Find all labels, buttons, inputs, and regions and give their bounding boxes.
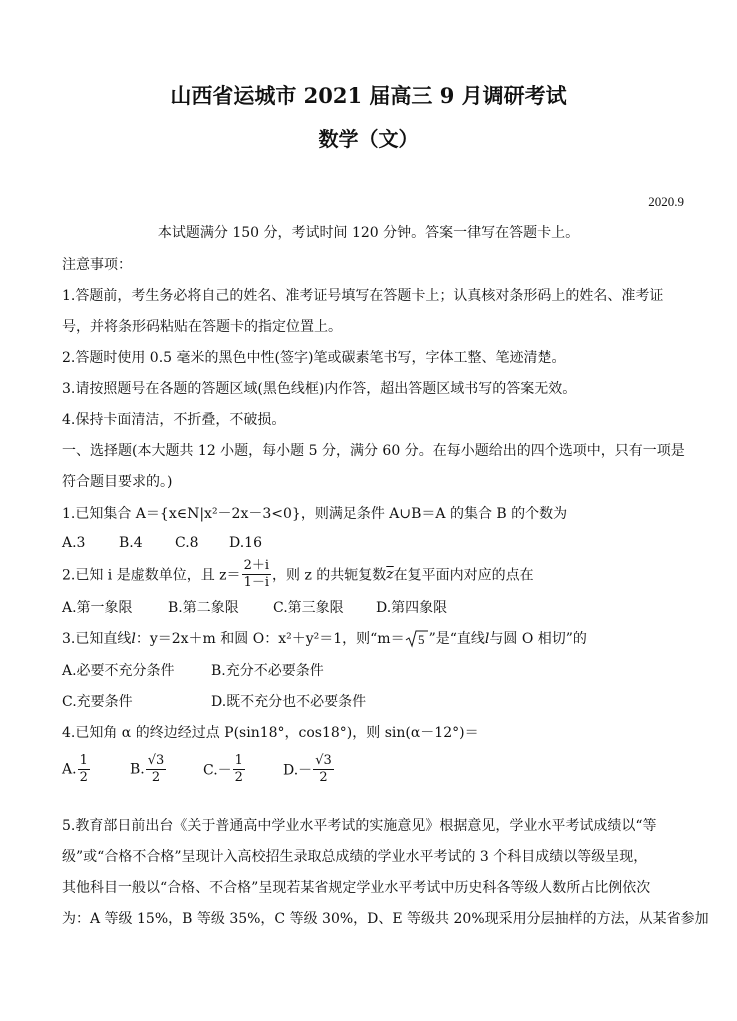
q5-line-2: 级”或“合格不合格”呈现计入高校招生录取总成绩的学业水平考试的 3 个科目成绩以等级呈现，: [62, 849, 648, 865]
q4-option-b-label: B.: [130, 761, 145, 778]
section-1-line-1: 一、选择题(本大题共 12 小题，每小题 5 分，满分 60 分。在每小题给出的四个选项中，只有一项是: [62, 443, 685, 459]
q4-option-a-frac: [78, 753, 90, 786]
q3-stem-a: 3.已知直线: [62, 631, 132, 647]
q3-stem-c: ”是“直线: [428, 631, 485, 647]
q4-option-b-num: √3: [147, 753, 165, 768]
q3-option-b: B.充分不必要条件: [211, 663, 324, 679]
q4-option-c-den: 2: [234, 770, 243, 785]
q2-option-d: D.第四象限: [376, 600, 448, 616]
sqrt-sign-icon: [405, 629, 429, 649]
q3-stem-d: 与圆 O 相切”的: [489, 631, 587, 647]
q1-stem: 1.已知集合 A＝{x∈N|x²－2x－3<0}，则满足条件 A∪B＝A 的集合 B 的个数为: [62, 506, 568, 522]
q3-option-d: D.既不充分也不必要条件: [211, 694, 367, 710]
q2-stem: [62, 558, 682, 598]
q1-option-b: B.4: [119, 535, 143, 551]
note-2: 2.答题时使用 0.5 毫米的黑色中性(签字)笔或碳素笔书写，字体工整、笔迹清楚。: [62, 350, 566, 366]
q3-line-l: l: [131, 631, 136, 647]
q3-stem: [62, 628, 682, 649]
q4-option-d-frac: [313, 753, 334, 786]
q4-option-a-label: A.: [62, 761, 77, 778]
q4-option-c-label: C.－: [203, 762, 232, 779]
q3-sqrt-arg: 5: [417, 632, 425, 647]
exam-title: 山西省运城市 2021 届高三 9 月调研考试: [170, 83, 567, 108]
q3-option-c: C.充要条件: [62, 694, 133, 710]
note-1-line-1: 1.答题前，考生务必将自己的姓名、准考证号填写在答题卡上；认真核对条形码上的姓名、准考证: [62, 288, 664, 304]
q4-option-a-num: 1: [79, 753, 88, 768]
q2-stem-b: ，则 z 的共轭复数: [272, 567, 387, 584]
q5-line-1: 5.教育部日前出台《关于普通高中学业水平考试的实施意见》根据意见，学业水平考试成绩以“等: [62, 818, 657, 834]
q4-option-c-num: 1: [234, 753, 243, 768]
q3-option-a: A.必要不充分条件: [62, 663, 175, 679]
q4-stem: 4.已知角 α 的终边经过点 P(sin18°，cos18°)，则 sin(α－12°)＝: [62, 725, 479, 741]
q2-option-b: B.第二象限: [168, 600, 239, 616]
q5-line-4: 为：A 等级 15%，B 等级 35%，C 等级 30%，D、E 等级共 20%现采用分层抽样的方法，从某省参加: [62, 911, 709, 927]
notes-heading: 注意事项：: [62, 257, 132, 273]
q4-option-b: [130, 753, 167, 786]
note-4: 4.保持卡面清洁，不折叠，不破损。: [62, 412, 286, 428]
exam-subtitle: 数学（文）: [318, 127, 419, 151]
q2-fraction-num: 2＋i: [243, 558, 269, 573]
q4-option-b-frac: [146, 753, 167, 786]
section-1-line-2: 符合题目要求的。): [62, 474, 173, 490]
q4-option-d-label: D.－: [283, 762, 313, 779]
q5-line-3: 其他科目一般以“合格、不合格”呈现若某省规定学业水平考试中历史科各等级人数所占比例依次: [62, 880, 651, 896]
q4-option-b-den: 2: [151, 770, 161, 785]
q2-option-c: C.第三象限: [273, 600, 344, 616]
q2-option-a: A.第一象限: [62, 600, 133, 616]
note-1-line-2: 号，并将条形码粘贴在答题卡的指定位置上。: [62, 319, 342, 335]
q2-stem-a: 2.已知 i 是虚数单位，且 z＝: [62, 567, 241, 584]
q2-fraction-den: 1－i: [243, 575, 269, 590]
q4-option-d: [283, 753, 335, 786]
q4-option-a: [62, 753, 91, 786]
q4-option-c-frac: [233, 753, 245, 786]
q4-option-a-den: 2: [79, 770, 88, 785]
q4-option-d-num: √3: [315, 753, 332, 768]
q4-option-d-den: 2: [319, 770, 328, 785]
note-3: 3.请按照题号在各题的答题区域(黑色线框)内作答，超出答题区域书写的答案无效。: [62, 381, 577, 397]
q2-fraction: [242, 558, 271, 591]
q1-option-c: C.8: [175, 535, 199, 551]
q4-option-c: [203, 753, 246, 786]
intro-text: 本试题满分 150 分，考试时间 120 分钟。答案一律写在答题卡上。: [157, 225, 580, 241]
q1-option-a: A.3: [62, 535, 86, 551]
q1-option-d: D.16: [229, 535, 262, 551]
q2-conjugate-z: $\overline{z}$: [386, 566, 394, 583]
q3-line-l-2: l: [484, 631, 490, 647]
q3-sqrt: [405, 629, 429, 649]
q3-stem-b: ：y＝2x＋m 和圆 O：x²＋y²＝1，则“m＝: [135, 631, 405, 647]
exam-date: 2020.9: [648, 194, 684, 209]
q2-stem-c: 在复平面内对应的点在: [393, 567, 534, 584]
